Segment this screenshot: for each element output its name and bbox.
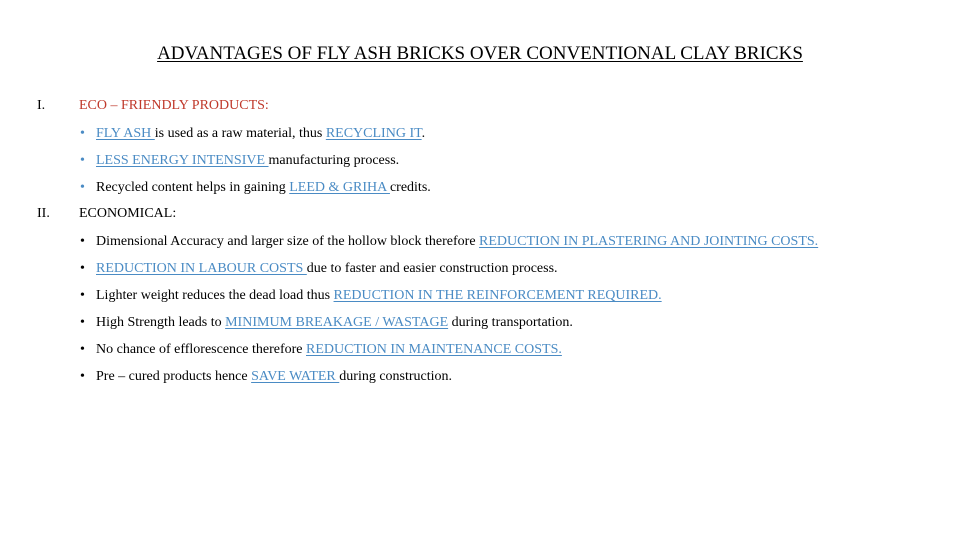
- highlighted-term: MINIMUM BREAKAGE / WASTAGE: [225, 315, 449, 330]
- bullet-text: manufacturing process.: [268, 153, 400, 168]
- highlighted-term: REDUCTION IN MAINTENANCE COSTS.: [306, 342, 562, 357]
- bullet-dot: •: [80, 234, 85, 249]
- bullet-text: .: [421, 126, 426, 141]
- bullet-item: [80, 342, 562, 358]
- bullet-text: during construction.: [339, 369, 453, 384]
- highlighted-term: FLY ASH: [96, 126, 155, 141]
- slide-title: ADVANTAGES OF FLY ASH BRICKS OVER CONVENTIONAL CLAY BRICKS: [157, 43, 803, 64]
- bullet-item: [80, 288, 662, 304]
- highlighted-term: RECYCLING IT: [325, 126, 422, 141]
- highlighted-term: REDUCTION IN THE REINFORCEMENT REQUIRED.: [333, 288, 662, 303]
- bullet-text: Lighter weight reduces the dead load thus: [96, 288, 334, 303]
- bullet-text: Dimensional Accuracy and larger size of the hollow block therefore: [96, 234, 480, 249]
- bullet-item: [80, 126, 425, 142]
- section-1-numeral: I.: [37, 98, 46, 113]
- bullet-dot: •: [80, 369, 85, 384]
- bullet-text: Recycled content helps in gaining: [96, 180, 290, 195]
- section-1-heading: ECO – FRIENDLY PRODUCTS:: [79, 98, 269, 113]
- bullet-text: No chance of efflorescence therefore: [96, 342, 306, 357]
- bullet-text: credits.: [389, 180, 431, 195]
- bullet-item: [80, 153, 399, 169]
- bullet-dot: •: [80, 180, 85, 195]
- highlighted-term: LEED & GRIHA: [289, 180, 390, 195]
- bullet-dot: •: [80, 126, 85, 141]
- bullet-item: [80, 261, 558, 277]
- bullet-text: during transportation.: [448, 315, 573, 330]
- highlighted-term: REDUCTION IN LABOUR COSTS: [96, 261, 307, 276]
- bullet-dot: •: [80, 288, 85, 303]
- bullet-item: [80, 315, 573, 331]
- bullet-dot: •: [80, 315, 85, 330]
- bullet-dot: •: [80, 153, 85, 168]
- bullet-item: [80, 180, 431, 196]
- bullet-text: due to faster and easier construction process.: [306, 261, 558, 276]
- bullet-text: High Strength leads to: [96, 315, 226, 330]
- highlighted-term: SAVE WATER: [251, 369, 340, 384]
- bullet-text: Pre – cured products hence: [96, 369, 252, 384]
- bullet-dot: •: [80, 342, 85, 357]
- bullet-text: is used as a raw material, thus: [154, 126, 326, 141]
- bullet-dot: •: [80, 261, 85, 276]
- section-2-heading: ECONOMICAL:: [79, 206, 177, 221]
- bullet-item: [80, 234, 818, 250]
- highlighted-term: LESS ENERGY INTENSIVE: [96, 153, 269, 168]
- bullet-item: [80, 369, 452, 385]
- highlighted-term: REDUCTION IN PLASTERING AND JOINTING COSTS.: [479, 234, 819, 249]
- section-2-numeral: II.: [37, 206, 50, 221]
